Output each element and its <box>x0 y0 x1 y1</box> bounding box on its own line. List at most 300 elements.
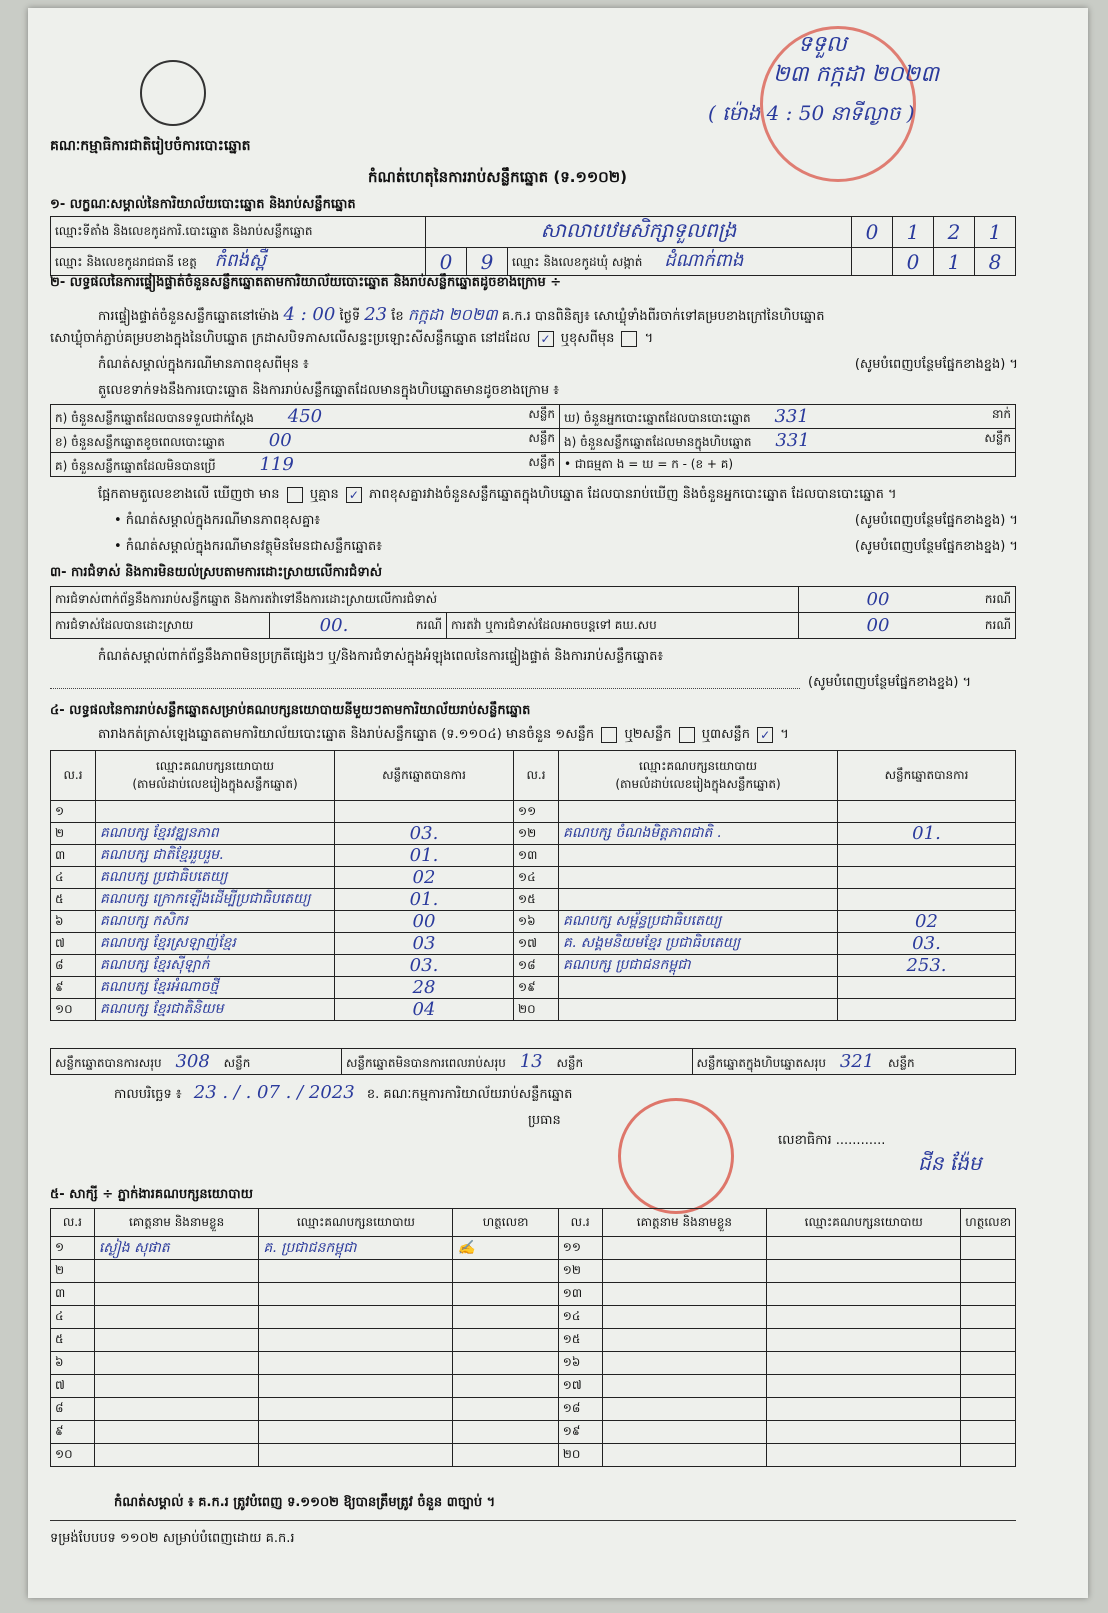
location-code-3: 2 <box>934 217 975 248</box>
row-e-unit: សន្លឹក <box>984 430 1011 445</box>
row-a-label: ក) ចំនួនសន្លឹកឆ្នោតដែលបានទទួលជាក់ស្តែង <box>55 410 254 425</box>
bullet2: • កំណត់សម្គាល់ក្នុងករណីមានវត្ថុមិនមែនជាសន្លឹកឆ្នោត៖ <box>114 539 382 554</box>
witness-no: ៥ <box>51 1329 95 1352</box>
witness-sign <box>961 1329 1016 1352</box>
province-label: ឈ្មោះ និងលេខកូដរាជធានី ខេត្ត <box>55 255 197 269</box>
result-party: គណបក្ស ប្រជាជនកម្ពុជា <box>559 955 838 977</box>
bullet1: • កំណត់សម្គាល់ក្នុងករណីមានភាពខុសគ្នា៖ <box>114 513 321 528</box>
total-invalid <box>341 1049 692 1075</box>
witness-row <box>51 1398 1016 1421</box>
results-row <box>51 999 1016 1021</box>
location-value: សាលាបឋមសិក្សាទួលពង្រ <box>426 217 852 248</box>
result-party: គណបក្ស ប្រជាធិបតេយ្យ <box>96 867 335 889</box>
date-sign: ខ. គណៈកម្មការការិយាល័យរាប់សន្លឹកឆ្នោត <box>366 1087 573 1102</box>
form-title: កំណត់ហេតុនៃការរាប់សន្លឹកឆ្នោត (ទ.១១០២) <box>368 168 628 186</box>
date-label: កាលបរិច្ឆេទ ៖ <box>114 1087 182 1102</box>
code-spacer <box>852 248 893 276</box>
row-d-value: 331 <box>774 405 809 427</box>
results-row <box>51 823 1016 845</box>
result-party: គណបក្ស ខ្មែរជាតិនិយម <box>96 999 335 1021</box>
witness-row <box>51 1237 1016 1260</box>
section2-title: ២- លទ្ធផលនៃការផ្ទៀងផ្ទាត់ចំនួនសន្លឹកឆ្នោតតាមការិយាល័យបោះឆ្នោត និងរាប់សន្លឹកឆ្នោតដូចខាងក្រោម ÷ <box>50 275 562 290</box>
results-row <box>51 955 1016 977</box>
witness-name <box>94 1260 259 1283</box>
result-party <box>559 999 838 1021</box>
result-no: ១៤ <box>514 867 559 889</box>
para1-c: ខែ <box>391 309 404 324</box>
row-b-label: ខ) ចំនួនសន្លឹកឆ្នោតខូចពេលបោះឆ្នោត <box>55 434 225 449</box>
footer-divider <box>50 1520 1016 1521</box>
witness-no: ១៧ <box>558 1375 602 1398</box>
witness-row <box>51 1352 1016 1375</box>
row-b-value: 00 <box>268 429 292 451</box>
totals-table <box>50 1048 1016 1075</box>
para1-time: 4 : 00 <box>283 304 336 325</box>
witness-party <box>767 1260 961 1283</box>
witness-party <box>259 1398 453 1421</box>
section3-note: កំណត់សម្គាល់ពាក់ព័ន្ធនឹងភាពមិនប្រក្រតីផ្សេងៗ ឬ/និងការជំទាស់ក្នុងអំឡុងពេលនៃការផ្ទៀងផ្ទាត់ និងការរាប់សន្លឹកឆ្នោត៖ <box>98 649 664 664</box>
result-party: គណបក្ស សម្ព័ន្ធប្រជាធិបតេយ្យ <box>559 911 838 933</box>
total-valid-label: សន្លឹកឆ្នោតបានការសរុប <box>55 1055 162 1070</box>
witness-row <box>51 1306 1016 1329</box>
witness-party <box>767 1283 961 1306</box>
witness-name <box>94 1421 259 1444</box>
witness-party <box>767 1329 961 1352</box>
bullet2-hint: (សូមបំពេញបន្ថែមផ្នែកខាងខ្នង) ។ <box>854 539 1018 554</box>
witness-party <box>767 1306 961 1329</box>
commune-label: ឈ្មោះ និងលេខកូដឃុំ សង្កាត់ <box>512 255 643 269</box>
witness-sign <box>453 1306 558 1329</box>
witness-sign <box>961 1283 1016 1306</box>
witness-row <box>51 1283 1016 1306</box>
col-party-right-title: ឈ្មោះគណបក្សនយោបាយ <box>638 758 758 773</box>
counts-table <box>50 404 1016 477</box>
witness-no: ៤ <box>51 1306 95 1329</box>
bullet1-row <box>114 512 1018 531</box>
result-no: ៨ <box>51 955 96 977</box>
result-party: គ. សង្គមនិយមខ្មែរ ប្រជាធិបតេយ្យ <box>559 933 838 955</box>
witness-no: ១២ <box>558 1260 602 1283</box>
witness-col-sign-right: ហត្ថលេខា <box>961 1209 1016 1237</box>
total-invalid-unit: សន្លឹក <box>556 1055 584 1070</box>
result-no: ៥ <box>51 889 96 911</box>
section2-para4 <box>98 486 897 505</box>
results-col-party-right <box>559 751 838 801</box>
col-party-left-sub: (តាមលំដាប់លេខរៀងក្នុងសន្លឹកឆ្នោត) <box>132 776 298 791</box>
result-party <box>559 977 838 999</box>
official-stamp <box>618 1098 734 1214</box>
total-valid <box>51 1049 342 1075</box>
witness-sign <box>961 1421 1016 1444</box>
results-row <box>51 867 1016 889</box>
objections-table <box>50 586 1016 639</box>
result-no: ៦ <box>51 911 96 933</box>
result-party: គណបក្ស ជាតិខ្មែររួបរួម. <box>96 845 335 867</box>
witness-sign <box>961 1260 1016 1283</box>
witness-party <box>259 1283 453 1306</box>
witness-col-party-left: ឈ្មោះគណបក្សនយោបាយ <box>259 1209 453 1237</box>
intro-text: តារាងកត់ត្រាស់ឡេងឆ្នោតតាមការិយាល័យបោះឆ្នោត និងរាប់សន្លឹកឆ្នោត (ទ.១១០៤) មានចំនួន ១សន្លឹក <box>98 727 595 742</box>
witness-name <box>94 1352 259 1375</box>
result-party: គណបក្ស ខ្មែរអំណាចថ្មី <box>96 977 335 999</box>
witness-col-party-right: ឈ្មោះគណបក្សនយោបាយ <box>767 1209 961 1237</box>
section3-title: ៣- ការជំទាស់ និងការមិនយល់ស្របតាមការដោះស្រាយលើការជំទាស់ <box>50 565 382 580</box>
result-votes: 00 <box>335 911 514 933</box>
witness-sign <box>961 1444 1016 1467</box>
row-d-unit: នាក់ <box>991 406 1011 421</box>
witness-name <box>602 1283 767 1306</box>
result-votes <box>838 889 1016 911</box>
row-a-value: 450 <box>287 405 323 427</box>
result-votes <box>838 801 1016 823</box>
witness-name <box>602 1421 767 1444</box>
same-checkbox[interactable]: ✓ <box>538 331 554 347</box>
results-table <box>50 750 1016 1021</box>
witness-party <box>259 1352 453 1375</box>
province-code-2: 9 <box>467 248 508 276</box>
result-votes <box>838 999 1016 1021</box>
nec-emblem <box>140 60 206 126</box>
witness-no: ១៦ <box>558 1352 602 1375</box>
changed-checkbox[interactable] <box>621 331 637 347</box>
witness-col-sign-left: ហត្ថលេខា <box>453 1209 558 1237</box>
total-box <box>692 1049 1016 1075</box>
result-no: ៣ <box>51 845 96 867</box>
row-d-label: ឃ) ចំនួនអ្នកបោះឆ្នោតដែលបានបោះឆ្នោត <box>564 410 751 425</box>
witness-no: ១៨ <box>558 1398 602 1421</box>
row-c-unit: សន្លឹក <box>528 454 555 469</box>
total-box-label: សន្លឹកឆ្នោតក្នុងហិបឆ្នោតសរុប <box>696 1055 826 1070</box>
result-no: ៩ <box>51 977 96 999</box>
witness-sign <box>961 1306 1016 1329</box>
para2-or: ឬខុសពីមុន <box>560 331 615 346</box>
result-party <box>559 801 838 823</box>
three-sheet-checkbox[interactable]: ✓ <box>757 727 773 743</box>
result-no: ១១ <box>514 801 559 823</box>
results-row <box>51 933 1016 955</box>
no-difference-checkbox[interactable]: ✓ <box>346 487 362 503</box>
date-row <box>114 1082 572 1105</box>
has-difference-checkbox[interactable] <box>287 487 303 503</box>
witness-no: ៩ <box>51 1421 95 1444</box>
result-votes <box>838 845 1016 867</box>
row-a <box>51 405 560 429</box>
witness-sign <box>453 1329 558 1352</box>
result-votes <box>838 867 1016 889</box>
row-d <box>560 405 1016 429</box>
result-no: ១៣ <box>514 845 559 867</box>
result-votes: 03. <box>838 933 1016 955</box>
witness-no: ១១ <box>558 1237 602 1260</box>
row-formula: • ជាធម្មតា ង = ឃ = ក - (ខ + គ) <box>560 453 1016 477</box>
objections-label: ការជំទាស់ពាក់ព័ន្ធនឹងការរាប់សន្លឹកឆ្នោត និងការតវ៉ាទៅនឹងការដោះស្រាយលើការជំទាស់ <box>51 587 799 613</box>
witness-col-no-right: ល.រ <box>558 1209 602 1237</box>
witness-sign <box>453 1352 558 1375</box>
note1-hint: (សូមបំពេញបន្ថែមផ្នែកខាងខ្នង) ។ <box>854 357 1018 372</box>
province-value: កំពង់ស្ពឺ <box>214 250 267 271</box>
note1-label: កំណត់សម្គាល់ក្នុងករណីមានភាពខុសពីមុន ៖ <box>98 357 309 372</box>
para4-c: ភាពខុសគ្នារវាងចំនួនសន្លឹកឆ្នោតក្នុងហិបឆ្នោត ដែលបានរាប់ឃើញ និងចំនួនអ្នកបោះឆ្នោត ដែលបានបោះឆ្នោត ។ <box>369 487 897 502</box>
section5-title: ៥- សាក្សី ÷ ភ្នាក់ងារគណបក្សនយោបាយ <box>50 1187 253 1202</box>
witness-no: ៧ <box>51 1375 95 1398</box>
para4-a: ផ្អែកតាមតួលេខខាងលើ ឃើញថា មាន <box>98 487 280 502</box>
witness-party <box>259 1375 453 1398</box>
results-col-votes-right: សន្លឹកឆ្នោតបានការ <box>838 751 1016 801</box>
witness-col-name-right: គោត្តនាម និងនាមខ្លួន <box>602 1209 767 1237</box>
secretary-name: ជីន ង៉ែម <box>918 1151 982 1175</box>
results-row <box>51 845 1016 867</box>
total-invalid-label: សន្លឹកឆ្នោតមិនបានការពេលរាប់សរុប <box>345 1055 506 1070</box>
total-invalid-value: 13 <box>519 1050 543 1072</box>
row-a-unit: សន្លឹក <box>528 406 555 421</box>
witness-name <box>602 1260 767 1283</box>
witness-name <box>94 1444 259 1467</box>
section1-table <box>50 216 1016 276</box>
total-valid-value: 308 <box>175 1050 210 1072</box>
witness-name: ស្ងៀង សុផាត <box>94 1237 259 1260</box>
received-note-line3: ( ម៉ោង 4 : 50 នាទីល្ងាច ) <box>708 101 915 125</box>
result-votes: 02 <box>838 911 1016 933</box>
section3-note-hint: (សូមបំពេញបន្ថែមផ្នែកខាងខ្នង) ។ <box>808 675 972 690</box>
witness-row <box>51 1421 1016 1444</box>
total-box-value: 321 <box>839 1050 875 1072</box>
witness-name <box>602 1306 767 1329</box>
appeal-unit: ករណី <box>957 613 1016 639</box>
commune-code-3: 8 <box>975 248 1016 276</box>
result-party <box>559 867 838 889</box>
result-no: ៤ <box>51 867 96 889</box>
result-no: ២០ <box>514 999 559 1021</box>
result-party <box>96 801 335 823</box>
results-col-no-right: ល.រ <box>514 751 559 801</box>
witness-no: ២០ <box>558 1444 602 1467</box>
result-no: ១៨ <box>514 955 559 977</box>
witness-no: ៨ <box>51 1398 95 1421</box>
result-votes: 253. <box>838 955 1016 977</box>
row-b-unit: សន្លឹក <box>528 430 555 445</box>
witness-name <box>602 1398 767 1421</box>
witness-name <box>94 1306 259 1329</box>
witness-party <box>767 1398 961 1421</box>
col-party-left-title: ឈ្មោះគណបក្សនយោបាយ <box>155 758 275 773</box>
witness-no: ១ <box>51 1237 95 1260</box>
witness-sign: ✍ <box>453 1237 558 1260</box>
para1-b: ថ្ងៃទី <box>339 309 361 324</box>
witness-party <box>259 1329 453 1352</box>
total-valid-unit: សន្លឹក <box>223 1055 251 1070</box>
result-no: ២ <box>51 823 96 845</box>
witness-sign <box>453 1283 558 1306</box>
result-votes: 03. <box>335 823 514 845</box>
note-dotline <box>50 688 800 689</box>
result-party: គណបក្ស ចំណងមិត្តភាពជាតិ . <box>559 823 838 845</box>
witness-row <box>51 1444 1016 1467</box>
witness-sign <box>961 1352 1016 1375</box>
result-party <box>559 845 838 867</box>
total-box-unit: សន្លឹក <box>888 1055 915 1070</box>
witness-party: គ. ប្រជាជនកម្ពុជា <box>259 1237 453 1260</box>
witness-table <box>50 1208 1016 1467</box>
commune-value: ដំណាក់ពាង <box>664 250 744 271</box>
date-value: 23 . / . 07 . / 2023 <box>193 1082 355 1103</box>
intro-or3: ឬ៣សន្លឹក <box>701 727 750 742</box>
witness-party <box>767 1375 961 1398</box>
witness-body <box>51 1237 1016 1467</box>
row-c-value: 119 <box>259 453 294 475</box>
appeal-label: ការតវ៉ា ឬការជំទាស់ដែលអាចបន្តទៅ គឃ.សប <box>447 613 799 639</box>
results-row <box>51 911 1016 933</box>
appeal-value: 00 <box>799 613 958 639</box>
witness-no: ៣ <box>51 1283 95 1306</box>
witness-name <box>94 1283 259 1306</box>
witness-name <box>602 1352 767 1375</box>
one-sheet-checkbox[interactable] <box>601 727 617 743</box>
org-name: គណៈកម្មាធិការជាតិរៀបចំការបោះឆ្នោត <box>50 138 251 154</box>
witness-party <box>767 1237 961 1260</box>
row-e-label: ង) ចំនួនសន្លឹកឆ្នោតដែលមានក្នុងហិបឆ្នោត <box>564 434 752 449</box>
result-votes: 02 <box>335 867 514 889</box>
witness-name <box>94 1398 259 1421</box>
bullet1-hint: (សូមបំពេញបន្ថែមផ្នែកខាងខ្នង) ។ <box>854 513 1018 528</box>
witness-name <box>602 1329 767 1352</box>
secretary-label: លេខាធិការ ............ <box>778 1133 886 1148</box>
results-row <box>51 801 1016 823</box>
witness-name <box>94 1329 259 1352</box>
objections-unit: ករណី <box>957 587 1016 613</box>
received-note-line1: ទទួល <box>798 32 847 57</box>
witness-sign <box>453 1375 558 1398</box>
result-no: ១៩ <box>514 977 559 999</box>
results-col-party-left <box>96 751 335 801</box>
results-col-votes-left: សន្លឹកឆ្នោតបានការ <box>335 751 514 801</box>
para1-d: គ.ក.រ បានពិនិត្យ៖ សោឃ្លុំទាំងពីរចាក់ទៅគម្របខាងក្រៅនៃហិបឆ្នោត <box>501 309 825 324</box>
row-b <box>51 429 560 453</box>
witness-no: ១០ <box>51 1444 95 1467</box>
witness-row <box>51 1329 1016 1352</box>
result-no: ១៥ <box>514 889 559 911</box>
witness-party <box>259 1306 453 1329</box>
witness-party <box>259 1444 453 1467</box>
witness-col-name-left: គោត្តនាម និងនាមខ្លួន <box>94 1209 259 1237</box>
results-body <box>51 801 1016 1021</box>
witness-sign <box>453 1260 558 1283</box>
result-no: ១ <box>51 801 96 823</box>
result-party: គណបក្ស កសិករ <box>96 911 335 933</box>
para1-month: កក្កដា ២០២៣ <box>407 305 498 324</box>
witness-party <box>767 1444 961 1467</box>
result-party: គណបក្ស ខ្មែរស្រឡាញ់ខ្មែរ <box>96 933 335 955</box>
commune-code-2: 1 <box>934 248 975 276</box>
result-no: ១៧ <box>514 933 559 955</box>
result-party: គណបក្ស ខ្មែរវឌ្ឍនភាព <box>96 823 335 845</box>
resolved-label: ការជំទាស់ដែលបានដោះស្រាយ <box>51 613 270 639</box>
witness-party <box>767 1421 961 1444</box>
result-votes <box>335 801 514 823</box>
resolved-value: 00. <box>270 613 399 639</box>
objections-value: 00 <box>799 587 958 613</box>
received-note-line2: ២៣ កក្កដា ២០២៣ <box>773 62 939 87</box>
result-votes: 28 <box>335 977 514 999</box>
results-col-no-left: ល.រ <box>51 751 96 801</box>
witness-name <box>602 1375 767 1398</box>
footer-form-ref: ទម្រង់បែបបទ ១១០២ សម្រាប់បំពេញដោយ គ.ក.រ <box>50 1531 295 1546</box>
para1-a: ការផ្ទៀងផ្ទាត់ចំនួនសន្លឹកឆ្នោតនៅម៉ោង <box>98 309 280 324</box>
witness-sign <box>453 1398 558 1421</box>
witness-party <box>259 1260 453 1283</box>
result-party: គណបក្ស ខ្មែរស៊ីឡាក់ <box>96 955 335 977</box>
witness-name <box>602 1237 767 1260</box>
location-code-4: 1 <box>975 217 1016 248</box>
result-votes: 03 <box>335 933 514 955</box>
section2-para1 <box>98 304 825 328</box>
row-c <box>51 453 560 477</box>
witness-name <box>602 1444 767 1467</box>
witness-no: ១៥ <box>558 1329 602 1352</box>
para1-day: 23 <box>364 304 388 325</box>
secretary-text: លេខាធិការ <box>778 1133 832 1148</box>
location-code-1: 0 <box>852 217 893 248</box>
witness-row <box>51 1260 1016 1283</box>
bullet2-row <box>114 538 1018 557</box>
witness-sign <box>961 1398 1016 1421</box>
para4-b: ឬគ្មាន <box>309 487 339 502</box>
result-votes <box>838 977 1016 999</box>
section4-intro: តារាងកត់ត្រាស់ឡេងឆ្នោតតាមការិយាល័យបោះឆ្នោត និងរាប់សន្លឹកឆ្នោត (ទ.១១០៤) មានចំនួន ១សន្លឹក ឬ២សន្លឹក ឬ៣សន្លឹក ✓ ។ <box>98 727 789 742</box>
row-e-value: 331 <box>775 429 810 451</box>
witness-sign <box>961 1375 1016 1398</box>
section2-para2: សោឃ្លុំចាក់ភ្ជាប់គម្របខាងក្នុងនៃហិបឆ្នោត ក្រដាសបិទភាសលើសន្ទះប្រឡោះសីសន្លឹកឆ្នោត នៅដដែល ✓ ឬខុសពីមុន ។ <box>50 331 654 346</box>
result-no: ៧ <box>51 933 96 955</box>
results-row <box>51 977 1016 999</box>
results-row <box>51 889 1016 911</box>
result-votes: 01. <box>838 823 1016 845</box>
witness-sign <box>453 1444 558 1467</box>
witness-sign <box>961 1237 1016 1260</box>
province-cell <box>51 248 426 276</box>
witness-no: ២ <box>51 1260 95 1283</box>
result-party: គណបក្ស ក្រោកឡើងដើម្បីប្រជាធិបតេយ្យ <box>96 889 335 911</box>
result-votes: 01. <box>335 845 514 867</box>
intro-or2: ឬ២សន្លឹក <box>624 727 672 742</box>
row-e <box>560 429 1016 453</box>
witness-no: ១៩ <box>558 1421 602 1444</box>
form-page <box>28 8 1088 1598</box>
witness-name <box>94 1375 259 1398</box>
two-sheet-checkbox[interactable] <box>679 727 695 743</box>
footer-note: កំណត់សម្គាល់ ៖ គ.ក.រ ត្រូវបំពេញ ទ.១១០២ ឱ្យបានត្រឹមត្រូវ ចំនួន ៣ច្បាប់ ។ <box>114 1495 496 1510</box>
witness-no: ៦ <box>51 1352 95 1375</box>
province-code-1: 0 <box>426 248 467 276</box>
location-label: ឈ្មោះទីតាំង និងលេខកូដការិ.បោះឆ្នោត និងរាប់សន្លឹកឆ្នោត <box>51 217 426 248</box>
commune-code-1: 0 <box>893 248 934 276</box>
section1-title: ១- លក្ខណៈសម្គាល់នៃការិយាល័យបោះឆ្នោត និងរាប់សន្លឹកឆ្នោត <box>50 197 356 212</box>
section2-para3: តួលេខទាក់ទងនឹងការបោះឆ្នោត និងការរាប់សន្លឹកឆ្នោតដែលមានក្នុងហិបឆ្នោតមានដូចខាងក្រោម ៖ <box>98 383 559 398</box>
result-no: ១៦ <box>514 911 559 933</box>
witness-party <box>767 1352 961 1375</box>
result-no: ១០ <box>51 999 96 1021</box>
section4-title: ៤- លទ្ធផលនៃការរាប់សន្លឹកឆ្នោតសម្រាប់គណបក្សនយោបាយនីមួយៗតាមការិយាល័យរាប់សន្លឹកឆ្នោត <box>50 703 531 718</box>
witness-party <box>259 1421 453 1444</box>
result-votes: 04 <box>335 999 514 1021</box>
note1-row <box>98 356 1018 375</box>
location-code-2: 1 <box>893 217 934 248</box>
chairman-label: ប្រធាន <box>528 1113 561 1128</box>
witness-col-no-left: ល.រ <box>51 1209 95 1237</box>
row-c-label: គ) ចំនួនសន្លឹកឆ្នោតដែលមិនបានប្រើ <box>55 458 216 473</box>
result-votes: 01. <box>335 889 514 911</box>
result-votes: 03. <box>335 955 514 977</box>
witness-no: ១៤ <box>558 1306 602 1329</box>
